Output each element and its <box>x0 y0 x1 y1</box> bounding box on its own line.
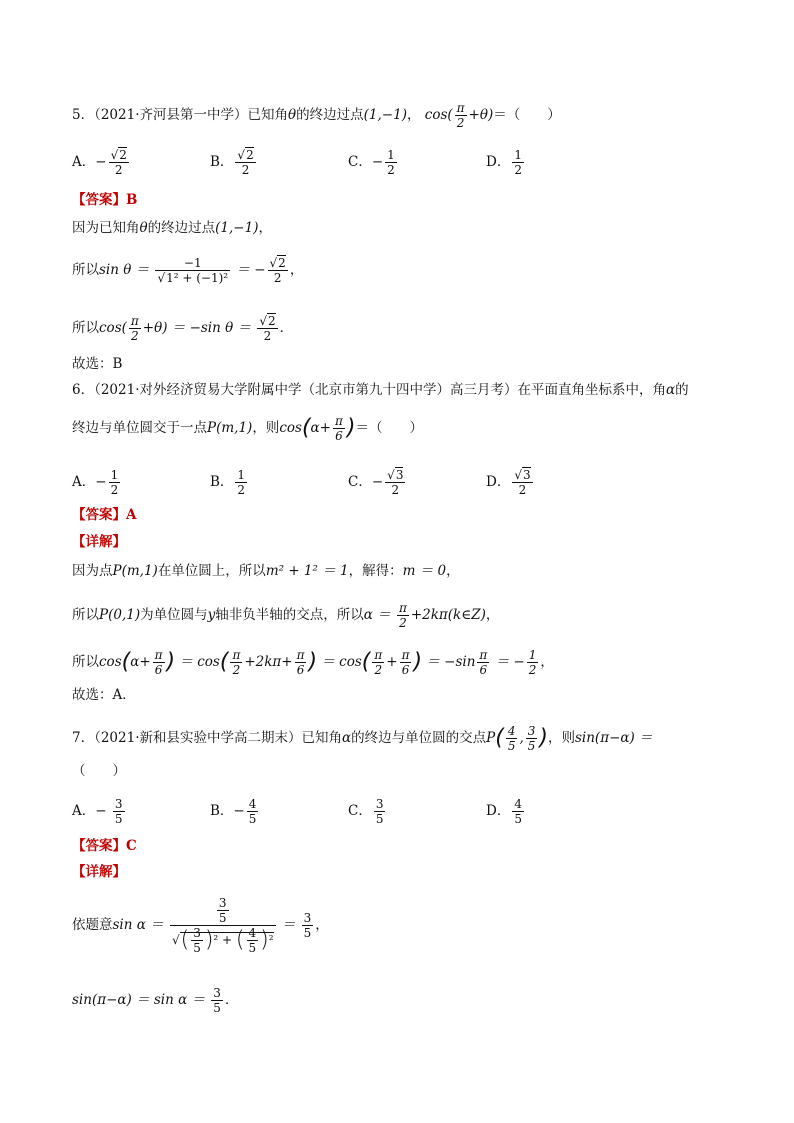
q7-stem-line1: 7．（2021·新和县实验中学高二期末）已知角α的终边与单位圆的交点P( $\frac{4}{5}$ , $\frac{3}{5}$ )，则sin(π−α) ＝ <box>72 724 653 753</box>
q6-conclusion: 故选：A． <box>72 687 136 703</box>
q5-option-c[interactable]: C．− $\frac{1}{2}$ <box>348 148 395 177</box>
q6-detail-label: 【详解】 <box>72 534 126 550</box>
q5-step-3: 所以cos( $\frac{\pi}{2}$ +θ) ＝ −sin θ ＝ $\frac{√2}{2}$ ． <box>72 314 294 343</box>
q5-conclusion: 故选：B <box>72 356 123 372</box>
q7-step-1: 依题意sin α ＝ $\frac{3}{5}$ √( $\frac{3}{5}$ )² + ( $\frac{4}{5}$ )² ＝ $\frac{3}{5}$ ， <box>72 896 329 955</box>
q6-stem-line2: 终边与单位圆交于一点P(m,1)，则cos(α+ $\frac{\pi}{6}$ )＝（ ） <box>72 414 423 443</box>
q6-step-1: 因为点P(m,1)在单位圆上，所以m² + 1² ＝ 1，解得：m ＝ 0， <box>72 563 460 579</box>
q7-answer: 【答案】C <box>72 838 137 854</box>
q6-step-3: 所以cos(α+ $\frac{\pi}{6}$ ) ＝ cos( $\frac{\pi}{2}$ +2kπ+ $\frac{\pi}{6}$ ) ＝ cos( $\frac{\pi}{2}$ + $\frac{\pi}{6}$ ) ＝ −sin $\frac{\pi}{6}$ ＝ − $\frac{1}{2}$ ， <box>72 648 554 677</box>
q5-step-1: 因为已知角θ的终边过点(1,−1)， <box>72 220 272 236</box>
q7-detail-label: 【详解】 <box>72 864 126 880</box>
q5-answer: 【答案】B <box>72 192 138 208</box>
q6-stem-line1: 6．（2021·对外经济贸易大学附属中学（北京市第九十四中学）高三月考）在平面直角坐标系中，角α的 <box>72 382 689 398</box>
q5-step-2: 所以sin θ ＝ $\frac{-1}{\text{√1² + (−1)²}}$ ＝ − $\frac{√2}{2}$ ， <box>72 256 304 285</box>
q6-answer: 【答案】A <box>72 507 137 523</box>
q6-option-b[interactable]: B． $\frac{1}{2}$ <box>210 468 246 497</box>
q6-option-a[interactable]: A．− $\frac{1}{2}$ <box>72 468 119 497</box>
q7-option-a[interactable]: A．− $\frac{3}{5}$ <box>72 797 123 826</box>
q7-step-2: sin(π−α) ＝ sin α ＝ $\frac{3}{5}$ ． <box>72 986 239 1015</box>
q7-stem-line2: （ ） <box>72 763 126 779</box>
q7-option-d[interactable]: D． $\frac{4}{5}$ <box>486 797 522 826</box>
q6-option-c[interactable]: C．− $\frac{√3}{2}$ <box>348 468 404 497</box>
q5-option-d[interactable]: D． $\frac{1}{2}$ <box>486 148 522 177</box>
q5-option-a[interactable]: A．− $\frac{√2}{2}$ <box>72 148 127 177</box>
q6-option-d[interactable]: D． $\frac{√3}{2}$ <box>486 468 531 497</box>
q7-option-c[interactable]: C． $\frac{3}{5}$ <box>348 797 384 826</box>
q5-stem: 5．（2021·齐河县第一中学）已知角θ的终边过点(1,−1)， cos( $\frac{\pi}{2}$ +θ)＝（ ） <box>72 101 561 130</box>
q6-step-2: 所以P(0,1)为单位圆与y轴非负半轴的交点，所以α ＝ $\frac{\pi}{2}$ +2kπ(k∈Z)， <box>72 601 500 630</box>
q5-option-b[interactable]: B． $\frac{√2}{2}$ <box>210 148 254 177</box>
q7-option-b[interactable]: B．− $\frac{4}{5}$ <box>210 797 257 826</box>
